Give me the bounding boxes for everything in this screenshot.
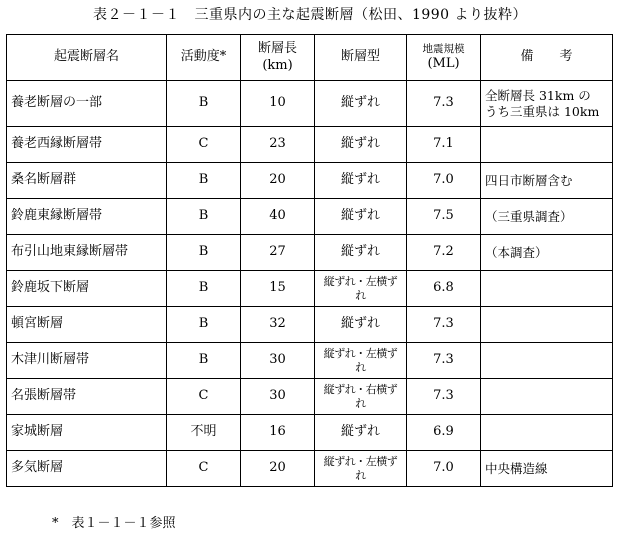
fault-magnitude: 7.3 — [407, 81, 481, 127]
table-row — [7, 379, 613, 415]
fault-type: 縦ずれ — [315, 307, 407, 343]
header-length — [241, 35, 315, 81]
fault-name: 頓宮断層 — [7, 307, 167, 343]
table-row — [7, 451, 613, 487]
table-row — [7, 271, 613, 307]
header-type: 断層型 — [315, 35, 407, 81]
fault-activity: B — [167, 163, 241, 199]
header-magnitude — [407, 35, 481, 81]
table-row — [7, 81, 613, 127]
fault-length: 16 — [241, 415, 315, 451]
table-row — [7, 127, 613, 163]
fault-magnitude: 7.2 — [407, 235, 481, 271]
fault-activity: B — [167, 307, 241, 343]
fault-remarks: （三重県調査） — [481, 199, 613, 235]
fault-activity: C — [167, 379, 241, 415]
fault-magnitude: 7.1 — [407, 127, 481, 163]
fault-magnitude: 7.0 — [407, 163, 481, 199]
fault-table — [6, 34, 613, 487]
fault-activity: B — [167, 199, 241, 235]
fault-remarks — [481, 271, 613, 307]
fault-remarks — [481, 415, 613, 451]
fault-activity: C — [167, 451, 241, 487]
fault-length: 15 — [241, 271, 315, 307]
fault-remarks — [481, 81, 613, 127]
fault-name: 桑名断層群 — [7, 163, 167, 199]
fault-name: 鈴鹿坂下断層 — [7, 271, 167, 307]
fault-remarks-line: うち三重県は 10km — [485, 103, 600, 119]
fault-activity: B — [167, 81, 241, 127]
fault-type: 縦ずれ — [315, 81, 407, 127]
fault-activity: B — [167, 343, 241, 379]
header-activity: 活動度* — [167, 35, 241, 81]
fault-name: 家城断層 — [7, 415, 167, 451]
header-magnitude-unit: (ML) — [427, 55, 460, 71]
fault-length: 32 — [241, 307, 315, 343]
fault-name: 布引山地東縁断層帯 — [7, 235, 167, 271]
fault-magnitude: 7.5 — [407, 199, 481, 235]
fault-remarks — [481, 343, 613, 379]
fault-length: 20 — [241, 451, 315, 487]
table-row — [7, 199, 613, 235]
fault-remarks — [481, 307, 613, 343]
table-row — [7, 343, 613, 379]
fault-name: 名張断層帯 — [7, 379, 167, 415]
fault-name: 養老断層の一部 — [7, 81, 167, 127]
fault-magnitude: 7.0 — [407, 451, 481, 487]
fault-remarks-line: 全断層長 31km の — [485, 87, 591, 103]
fault-remarks: 中央構造線 — [481, 451, 613, 487]
fault-type: 縦ずれ・右横ずれ — [315, 379, 407, 415]
table-row — [7, 235, 613, 271]
fault-length: 40 — [241, 199, 315, 235]
fault-type: 縦ずれ — [315, 235, 407, 271]
fault-length: 27 — [241, 235, 315, 271]
fault-name: 多気断層 — [7, 451, 167, 487]
fault-activity: B — [167, 235, 241, 271]
fault-name: 木津川断層帯 — [7, 343, 167, 379]
header-length-label: 断層長 — [257, 41, 297, 57]
fault-length: 30 — [241, 379, 315, 415]
fault-magnitude: 6.8 — [407, 271, 481, 307]
fault-remarks: 四日市断層含む — [481, 163, 613, 199]
fault-magnitude: 7.3 — [407, 379, 481, 415]
fault-magnitude: 7.3 — [407, 343, 481, 379]
footnote: * 表１－１－１参照 — [52, 516, 176, 531]
fault-length: 23 — [241, 127, 315, 163]
fault-type: 縦ずれ — [315, 415, 407, 451]
fault-type: 縦ずれ — [315, 163, 407, 199]
fault-name: 鈴鹿東縁断層帯 — [7, 199, 167, 235]
fault-type: 縦ずれ・左横ずれ — [315, 343, 407, 379]
fault-activity: 不明 — [167, 415, 241, 451]
fault-type: 縦ずれ・左横ずれ — [315, 271, 407, 307]
table-row — [7, 307, 613, 343]
fault-activity: C — [167, 127, 241, 163]
fault-remarks — [481, 127, 613, 163]
table-title: 表２－１－１ 三重県内の主な起震断層（松田、1990 より抜粋） — [92, 7, 528, 23]
fault-type: 縦ずれ — [315, 127, 407, 163]
fault-remarks: （本調査） — [481, 235, 613, 271]
table-row — [7, 163, 613, 199]
fault-magnitude: 6.9 — [407, 415, 481, 451]
fault-length: 30 — [241, 343, 315, 379]
fault-type: 縦ずれ・左横ずれ — [315, 451, 407, 487]
fault-type: 縦ずれ — [315, 199, 407, 235]
fault-length: 10 — [241, 81, 315, 127]
header-length-unit: (km) — [262, 57, 293, 73]
fault-length: 20 — [241, 163, 315, 199]
fault-magnitude: 7.3 — [407, 307, 481, 343]
fault-activity: B — [167, 271, 241, 307]
header-magnitude-label: 地震規模 — [422, 42, 465, 55]
header-remarks: 備 考 — [481, 35, 613, 81]
fault-name: 養老西縁断層帯 — [7, 127, 167, 163]
header-name: 起震断層名 — [7, 35, 167, 81]
fault-remarks — [481, 379, 613, 415]
table-row — [7, 415, 613, 451]
header-row — [7, 35, 613, 81]
